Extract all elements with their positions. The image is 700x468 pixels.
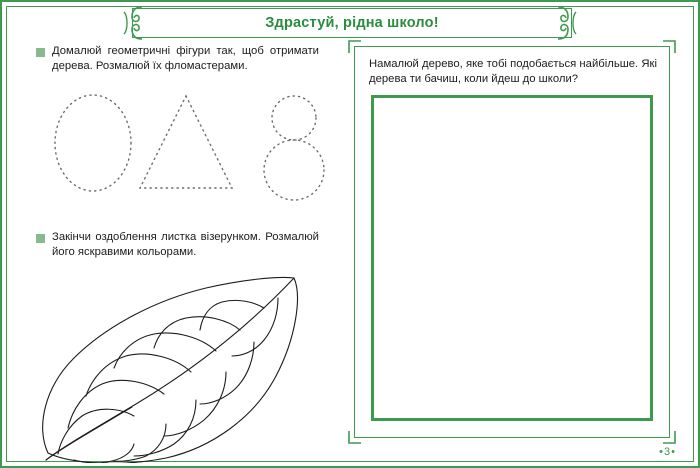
panel-corner-top-right-icon <box>662 40 676 54</box>
dotted-circle-large <box>264 140 324 200</box>
left-column <box>36 44 336 463</box>
dotted-ellipse <box>55 95 131 191</box>
drawing-panel-instruction: Намалюй дерево, яке тобі подобається найбільше. Які дерева ти бачиш, коли йдеш до школи? <box>369 58 657 85</box>
panel-corner-bottom-right-icon <box>662 430 676 444</box>
square-bullet-icon <box>36 234 45 243</box>
banner-ornament-right-icon <box>556 4 578 42</box>
leaf-illustration <box>26 268 346 463</box>
dotted-circle-small <box>272 96 316 140</box>
shapes-illustration <box>36 88 336 208</box>
square-bullet-icon <box>36 48 45 57</box>
drawing-panel <box>354 46 670 438</box>
banner-ornament-left-icon <box>122 4 144 42</box>
page-number: •3• <box>659 446 676 458</box>
drawing-area[interactable] <box>371 95 653 421</box>
dotted-triangle <box>140 96 232 188</box>
task-shapes <box>36 44 336 74</box>
panel-corner-top-left-icon <box>348 40 362 54</box>
task-leaf-text: Закінчи оздоблення листка візерунком. Розмалюй його яскравими кольорами. <box>52 231 319 258</box>
task-leaf <box>36 230 336 260</box>
panel-corner-bottom-left-icon <box>348 430 362 444</box>
task-shapes-text: Домалюй геометричні фігури так, щоб отримати дерева. Розмалюй їх фломастерами. <box>52 45 319 72</box>
page-title-banner <box>132 8 572 38</box>
page-title: Здрастуй, рідна школо! <box>265 15 439 31</box>
